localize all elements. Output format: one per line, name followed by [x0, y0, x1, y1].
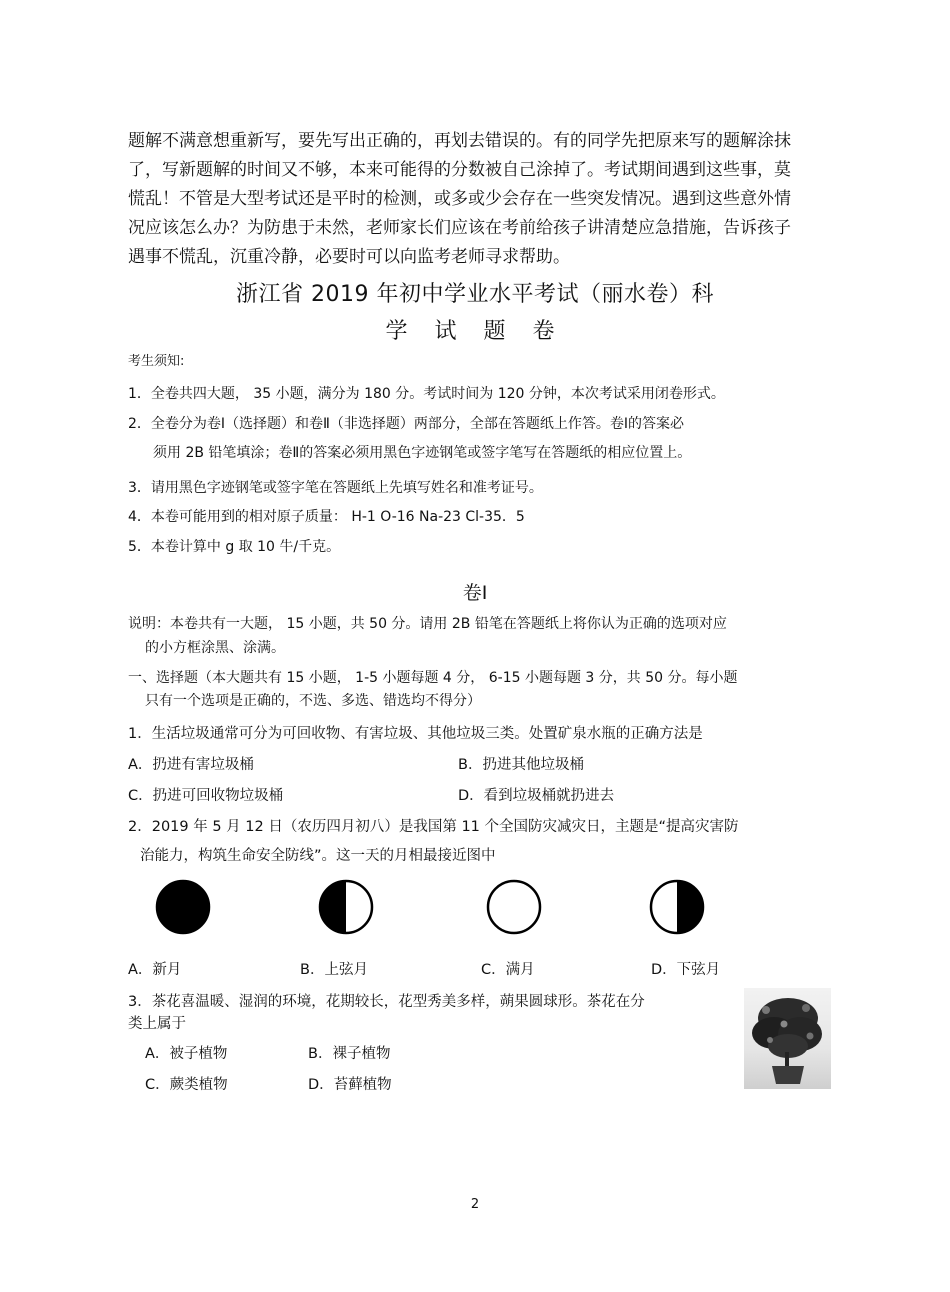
question-1-option-b[interactable]: B．扔进其他垃圾桶 — [458, 757, 584, 773]
notice-item: 4．本卷可能用到的相对原子质量： H-1 O-16 Na-23 Cl-35．5 — [128, 509, 525, 525]
intro-line: 了，写新题解的时间又不够，本来可能得的分数被自己涂掉了。考试期间遇到这些事，莫 — [128, 160, 791, 180]
full-moon-icon — [484, 877, 544, 937]
intro-paragraph — [128, 127, 833, 272]
instruction-line: 的小方框涂黑、涂满。 — [145, 640, 285, 656]
question-3-option-c[interactable]: C．蕨类植物 — [145, 1077, 228, 1093]
intro-line: 遇事不慌乱，沉重冷静，必要时可以向监考老师寻求帮助。 — [128, 247, 570, 267]
question-2-option-a[interactable]: A．新月 — [128, 962, 182, 978]
camellia-plant-photo — [744, 988, 831, 1089]
question-2-option-b[interactable]: B．上弦月 — [300, 962, 368, 978]
intro-line: 慌乱！不管是大型考试还是平时的检测，或多或少会存在一些突发情况。遇到这些意外情 — [128, 189, 791, 209]
exam-subtitle: 学 试 题 卷 — [385, 319, 565, 344]
question-2-stem-line: 治能力，构筑生命安全防线”。这一天的月相最接近图中 — [140, 848, 496, 864]
intro-line: 题解不满意想重新写，要先写出正确的，再划去错误的。有的同学先把原来写的题解涂抹 — [128, 131, 791, 151]
section-title: 卷Ⅰ — [462, 582, 488, 604]
question-2-option-c[interactable]: C．满月 — [481, 962, 535, 978]
question-1-option-c[interactable]: C．扔进可回收物垃圾桶 — [128, 788, 284, 804]
notice-item: 3．请用黑色字迹钢笔或签字笔在答题纸上先填写姓名和准考证号。 — [128, 480, 543, 496]
question-2-option-d[interactable]: D．下弦月 — [651, 962, 721, 978]
question-3-stem-line: 3．茶花喜温暖、湿润的环境，花期较长，花型秀美多样，蒴果圆球形。茶花在分 — [128, 994, 645, 1010]
exam-title: 浙江省 2019 年初中学业水平考试（丽水卷）科 — [236, 282, 714, 307]
notice-item-continued: 须用 2B 铅笔填涂；卷Ⅱ的答案必须用黑色字迹钢笔或签字笔写在答题纸的相应位置上。 — [153, 445, 692, 461]
question-1-option-a[interactable]: A．扔进有害垃圾桶 — [128, 757, 254, 773]
question-3-option-d[interactable]: D．苔藓植物 — [308, 1077, 392, 1093]
notice-item: 1．全卷共四大题， 35 小题，满分为 180 分。考试时间为 120 分钟，本次考试采用闭卷形式。 — [128, 386, 725, 402]
part-heading-line: 一、选择题（本大题共有 15 小题， 1-5 小题每题 4 分， 6-15 小题每题 3 分，共 50 分。每小题 — [128, 670, 738, 686]
page-number: 2 — [470, 1197, 480, 1212]
notice-item: 2．全卷分为卷Ⅰ（选择题）和卷Ⅱ（非选择题）两部分，全部在答题纸上作答。卷Ⅰ的答案必 — [128, 416, 685, 432]
question-1-option-d[interactable]: D．看到垃圾桶就扔进去 — [458, 788, 615, 804]
question-3-option-b[interactable]: B．裸子植物 — [308, 1046, 391, 1062]
notice-heading: 考生须知: — [128, 354, 185, 369]
new-moon-icon — [153, 877, 213, 937]
notice-item: 5．本卷计算中 g 取 10 牛/千克。 — [128, 539, 341, 555]
first-quarter-moon-icon — [316, 877, 376, 937]
question-1-stem: 1．生活垃圾通常可分为可回收物、有害垃圾、其他垃圾三类。处置矿泉水瓶的正确方法是 — [128, 726, 703, 742]
question-2-stem-line: 2．2019 年 5 月 12 日（农历四月初八）是我国第 11 个全国防灾减灾日，主题是“提高灾害防 — [128, 819, 739, 835]
part-heading-line: 只有一个选项是正确的，不选、多选、错选均不得分） — [145, 693, 481, 709]
intro-line: 况应该怎么办？为防患于未然，老师家长们应该在考前给孩子讲清楚应急措施，告诉孩子 — [128, 218, 791, 238]
question-3-stem-line: 类上属于 — [128, 1016, 186, 1032]
instruction-line: 说明：本卷共有一大题， 15 小题，共 50 分。请用 2B 铅笔在答题纸上将你认为正确的选项对应 — [128, 616, 727, 632]
question-3-option-a[interactable]: A．被子植物 — [145, 1046, 228, 1062]
last-quarter-moon-icon — [647, 877, 707, 937]
